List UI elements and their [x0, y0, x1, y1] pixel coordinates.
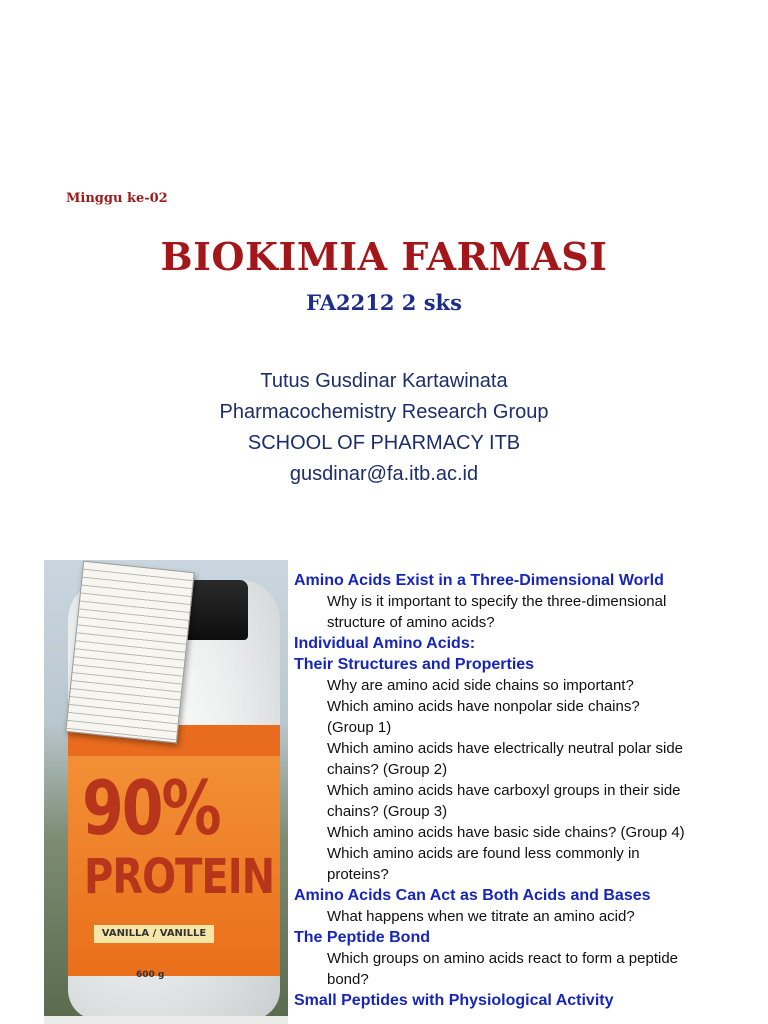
outline-question: Which amino acids have carboxyl groups in their side: [327, 782, 681, 799]
school-name: SCHOOL OF PHARMACY ITB: [247, 432, 521, 454]
outline-question: bond?: [327, 971, 369, 988]
protein-text: PROTEIN: [84, 850, 275, 906]
outline-question: Why is it important to specify the three-dimensional: [327, 593, 667, 610]
author-email: gusdinar@fa.itb.ac.id: [289, 463, 479, 485]
nutrition-card: [65, 561, 194, 744]
flavor-text: VANILLA / VANILLE: [94, 925, 214, 943]
outline-question: Which amino acids have basic side chains? (Group 4): [327, 824, 685, 841]
outline-question: Which groups on amino acids react to form a peptide: [327, 950, 679, 967]
outline-question: chains? (Group 3): [327, 803, 448, 820]
weight-text: 600 g: [136, 970, 165, 980]
course-title: BIOKIMIA FARMASI: [160, 234, 608, 279]
outline-question: proteins?: [327, 866, 389, 883]
author-name: Tutus Gusdinar Kartawinata: [260, 370, 508, 392]
protein-bottle-photo: [44, 560, 288, 1024]
outline-question: Which amino acids have electrically neutral polar side: [327, 740, 684, 757]
photo-caption-strip: [44, 1016, 288, 1024]
outline-question: chains? (Group 2): [327, 761, 448, 778]
outline-question: (Group 1): [327, 719, 392, 736]
week-label: Minggu ke-02: [66, 191, 168, 206]
outline-heading: Their Structures and Properties: [294, 656, 535, 673]
chapter-outline: [294, 570, 724, 1011]
outline-question: What happens when we titrate an amino acid?: [327, 908, 635, 925]
outline-question: Which amino acids are found less commonly in: [327, 845, 640, 862]
research-group: Pharmacochemistry Research Group: [219, 401, 549, 423]
course-code: FA2212 2 sks: [306, 290, 462, 315]
outline-heading: Amino Acids Can Act as Both Acids and Bases: [294, 887, 651, 904]
percent-text: 90%: [82, 765, 220, 853]
outline-heading: The Peptide Bond: [294, 929, 430, 946]
outline-question: structure of amino acids?: [327, 614, 495, 631]
outline-question: Why are amino acid side chains so important?: [327, 677, 634, 694]
outline-heading: Small Peptides with Physiological Activity: [294, 992, 614, 1009]
outline-question: Which amino acids have nonpolar side chains?: [327, 698, 640, 715]
author-info: [0, 366, 768, 490]
outline-heading: Individual Amino Acids:: [294, 635, 476, 652]
outline-heading: Amino Acids Exist in a Three-Dimensional World: [294, 572, 664, 589]
